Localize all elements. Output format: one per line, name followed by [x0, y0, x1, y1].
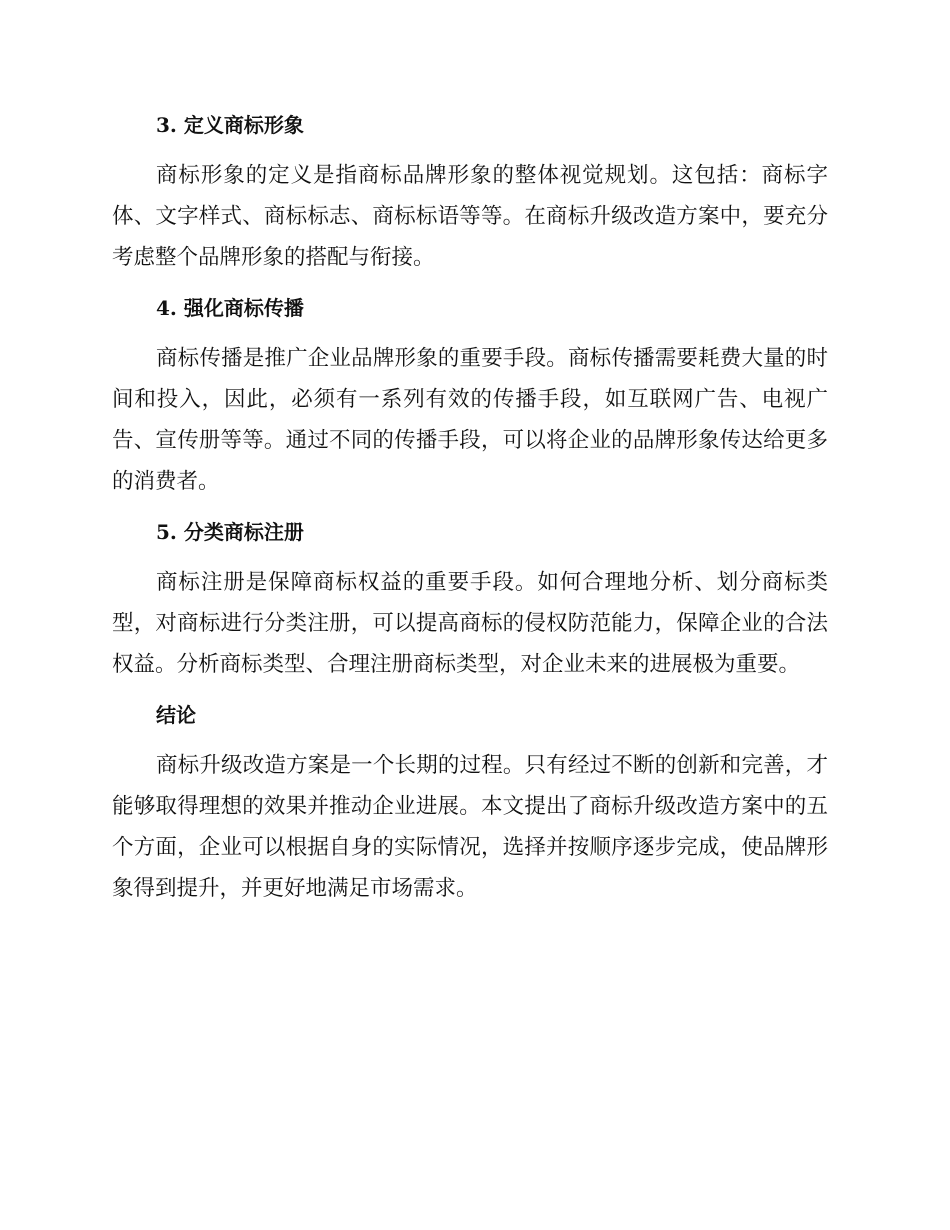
section-4-paragraph: 商标传播是推广企业品牌形象的重要手段。商标传播需要耗费大量的时间和投入，因此，必须有一系列有效的传播手段，如互联网广告、电视广告、宣传册等等。通过不同的传播手段，可以将企业的品牌形象传达给更多的消费者。: [112, 346, 828, 494]
section-5-paragraph: 商标注册是保障商标权益的重要手段。如何合理地分析、划分商标类型，对商标进行分类注册，可以提高商标的侵权防范能力，保障企业的合法权益。分析商标类型、合理注册商标类型，对企业未来的进展极为重要。: [112, 570, 828, 677]
section-5-heading: 5. 分类商标注册: [156, 520, 304, 544]
section-3-heading: 3. 定义商标形象: [156, 113, 304, 137]
section-3-paragraph: 商标形象的定义是指商标品牌形象的整体视觉规划。这包括：商标字体、文字样式、商标标志、商标标语等等。在商标升级改造方案中，要充分考虑整个品牌形象的搭配与衔接。: [112, 163, 828, 270]
document-page: [112, 108, 828, 909]
section-4-heading: 4. 强化商标传播: [156, 296, 304, 320]
conclusion-heading: 结论: [156, 703, 196, 727]
conclusion-paragraph: 商标升级改造方案是一个长期的过程。只有经过不断的创新和完善，才能够取得理想的效果并推动企业进展。本文提出了商标升级改造方案中的五个方面，企业可以根据自身的实际情况，选择并按顺序逐步完成，使品牌形象得到提升，并更好地满足市场需求。: [112, 753, 828, 901]
